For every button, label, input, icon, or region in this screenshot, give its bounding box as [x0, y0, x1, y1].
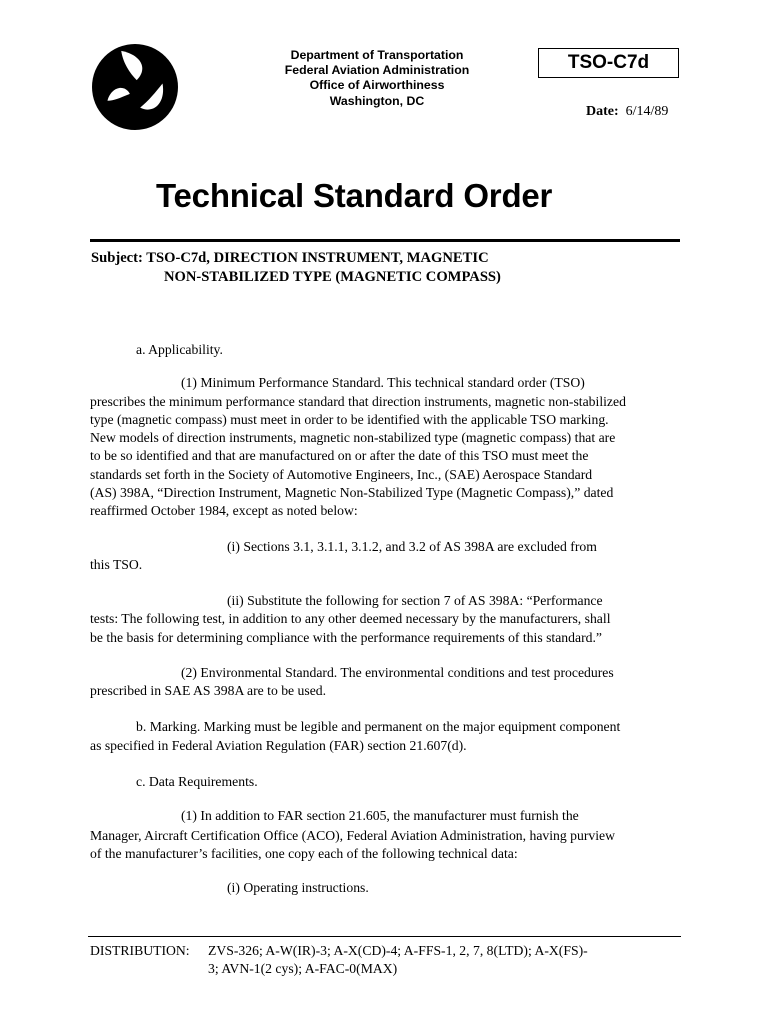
- agency-line: Office of Airworthiness: [309, 78, 445, 93]
- body-line: (1) Minimum Performance Standard. This technical standard order (TSO): [181, 375, 585, 390]
- date-value: 6/14/89: [625, 104, 669, 119]
- body-line: to be so identified and that are manufactured on or after the date of this TSO must meet the: [90, 448, 589, 463]
- body-line: reaffirmed October 1984, except as noted below:: [90, 503, 358, 518]
- body-line: (2) Environmental Standard. The environmental conditions and test procedures: [181, 665, 614, 680]
- title-divider: [90, 239, 680, 242]
- agency-line: Department of Transportation: [290, 48, 464, 62]
- distribution-line-1: ZVS-326; A-W(IR)-3; A-X(CD)-4; A-FFS-1, 2, 7, 8(LTD); A-X(FS)-: [208, 943, 588, 958]
- footer-divider: [88, 936, 681, 937]
- document-title: Technical Standard Order: [156, 177, 553, 214]
- body-line: as specified in Federal Aviation Regulation (FAR) section 21.607(d).: [90, 738, 467, 753]
- body-line: standards set forth in the Society of Automotive Engineers, Inc., (SAE) Aerospace Standard: [90, 467, 593, 482]
- body-line: (1) In addition to FAR section 21.605, the manufacturer must furnish the: [181, 808, 579, 823]
- body-line: this TSO.: [90, 557, 143, 572]
- body-line: c. Data Requirements.: [136, 774, 258, 789]
- agency-line: Washington, DC: [329, 93, 425, 108]
- body-line: of the manufacturer’s facilities, one copy each of the following technical data:: [90, 846, 518, 861]
- tso-number-box: TSO-C7d: [538, 48, 679, 78]
- subject-label: Subject:: [91, 250, 143, 266]
- body-line: New models of direction instruments, magnetic non-stabilized type (magnetic compass) that are: [90, 430, 616, 445]
- subject-line-2: NON-STABILIZED TYPE (MAGNETIC COMPASS): [164, 269, 501, 285]
- date-label: Date:: [586, 104, 619, 119]
- date-line: [586, 104, 668, 120]
- distribution-line-2: 3; AVN-1(2 cys); A-FAC-0(MAX): [208, 961, 398, 976]
- body-line: prescribes the minimum performance standard that direction instruments, magnetic non-stabilized: [90, 394, 626, 409]
- dot-logo-icon: [92, 44, 178, 130]
- agency-block: [258, 48, 496, 109]
- body-line: (AS) 398A, “Direction Instrument, Magnetic Non-Stabilized Type (Magnetic Compass),” dated: [90, 485, 614, 500]
- distribution-label: DISTRIBUTION:: [90, 943, 190, 958]
- body-line: tests: The following test, in addition to any other deemed necessary by the manufacturers, shall: [90, 611, 611, 626]
- body-line: a. Applicability.: [136, 342, 223, 357]
- subject-block: [91, 249, 501, 287]
- body-line: prescribed in SAE AS 398A are to be used.: [90, 683, 327, 698]
- body-line: type (magnetic compass) must meet in order to be identified with the applicable TSO marking.: [90, 412, 609, 427]
- body-line: be the basis for determining compliance with the performance requirements of this standard.”: [90, 630, 602, 645]
- body-line: (ii) Substitute the following for section 7 of AS 398A: “Performance: [227, 593, 603, 608]
- subject-line-1: TSO-C7d, DIRECTION INSTRUMENT, MAGNETIC: [146, 250, 489, 266]
- body-line: Manager, Aircraft Certification Office (ACO), Federal Aviation Administration, having purview: [90, 828, 616, 843]
- body-line: (i) Sections 3.1, 3.1.1, 3.1.2, and 3.2 of AS 398A are excluded from: [227, 539, 597, 554]
- agency-line: Federal Aviation Administration: [284, 63, 470, 78]
- body-line: b. Marking. Marking must be legible and permanent on the major equipment component: [136, 719, 621, 734]
- body-line: (i) Operating instructions.: [227, 880, 369, 895]
